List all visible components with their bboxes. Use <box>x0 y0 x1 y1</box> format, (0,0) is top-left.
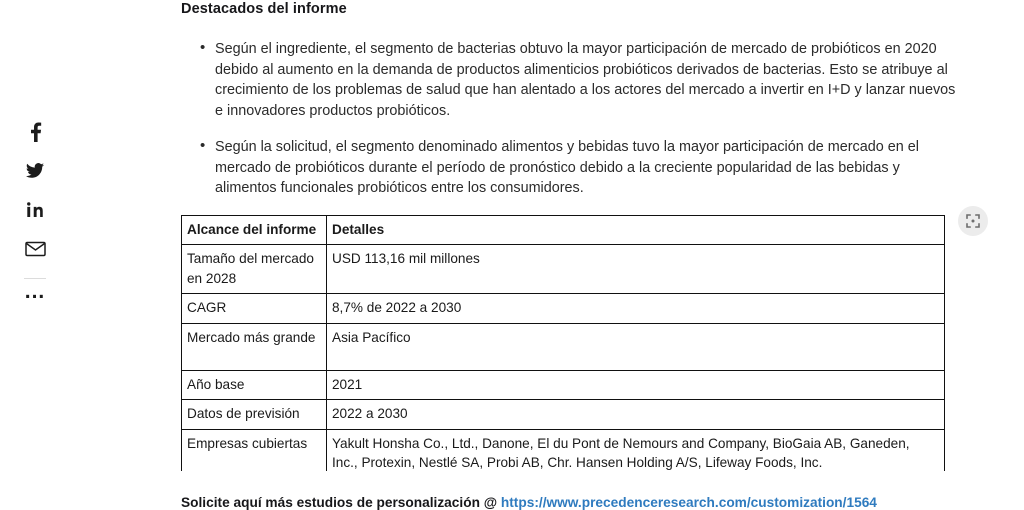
linkedin-icon[interactable] <box>18 190 52 229</box>
list-item: • Según el ingrediente, el segmento de bacterias obtuvo la mayor participación de mercado de probióticos en 2020 debido al aumento en la demanda de productos alimenticios probióticos derivados de bacterias. Esto se atribuye al crecimiento de los problemas de salud que han alentado a los actores del mercado a invertir en I+D y lanzar nuevos e innovadores productos probióticos. <box>215 39 960 121</box>
table-cell-value: 2021 <box>327 370 945 400</box>
table-cell-label: Tamaño del mercado en 2028 <box>182 245 327 294</box>
list-item: • Según la solicitud, el segmento denominado alimentos y bebidas tuvo la mayor participación de mercado en el mercado de probióticos durante el período de pronóstico debido a la creciente popularidad de las bebidas y alimentos funcionales probióticos entre los consumidores. <box>215 137 960 199</box>
customization-link[interactable]: https://www.precedenceresearch.com/customization/1564 <box>500 494 877 510</box>
table-cell-value: USD 113,16 mil millones <box>327 245 945 294</box>
report-scope-table <box>181 215 945 479</box>
share-rail <box>0 0 71 483</box>
table-header-details: Detalles <box>327 215 945 245</box>
twitter-icon[interactable] <box>18 151 52 190</box>
table-row <box>182 370 945 400</box>
more-share-options[interactable]: ... <box>24 280 46 303</box>
bottom-strip <box>0 471 1024 483</box>
expand-icon[interactable] <box>958 206 988 236</box>
email-icon[interactable] <box>18 229 52 268</box>
report-content <box>181 0 971 510</box>
table-cell-value: Yakult Honsha Co., Ltd., Danone, El du Pont de Nemours and Company, BioGaia AB, Ganeden, Inc., Protexin, Nestlé SA, Probi AB, Chr. Hansen Holding A/S, Lifeway Foods, Inc. <box>327 429 945 478</box>
table-cell-value: 2022 a 2030 <box>327 400 945 430</box>
table-cell-label: CAGR <box>182 294 327 324</box>
facebook-icon[interactable] <box>18 112 52 151</box>
table-cell-label: Datos de previsión <box>182 400 327 430</box>
highlights-list <box>181 39 971 199</box>
customization-line <box>181 495 971 510</box>
table-cell-value: Asia Pacífico <box>327 323 945 370</box>
share-list <box>0 112 70 305</box>
table-cell-label: Año base <box>182 370 327 400</box>
table-row <box>182 245 945 294</box>
page-title: Destacados del informe <box>181 1 347 17</box>
table-row <box>182 400 945 430</box>
table-row-header <box>182 215 945 245</box>
table-cell-value: 8,7% de 2022 a 2030 <box>327 294 945 324</box>
table-header-scope: Alcance del informe <box>182 215 327 245</box>
customization-text: Solicite aquí más estudios de personalización @ <box>181 494 501 510</box>
rail-divider <box>24 278 46 279</box>
table-row <box>182 323 945 370</box>
table-cell-label: Empresas cubiertas <box>182 429 327 478</box>
table-row <box>182 294 945 324</box>
table-cell-label: Mercado más grande <box>182 323 327 370</box>
